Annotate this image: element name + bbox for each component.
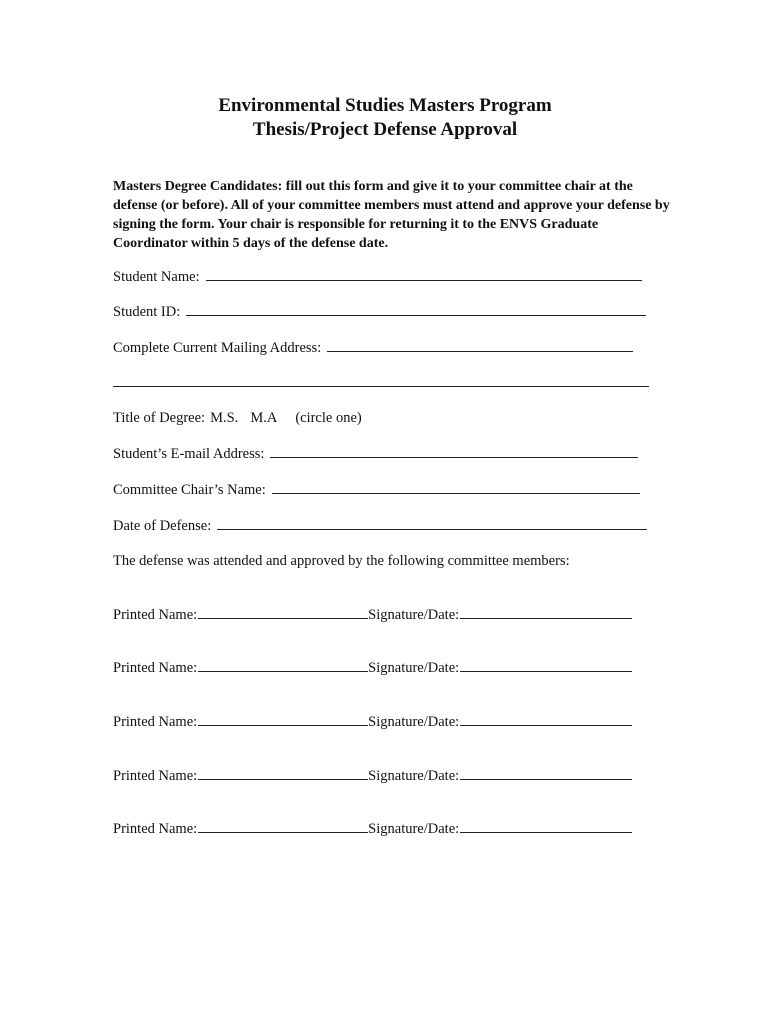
committee-row [113, 766, 632, 785]
committee-row [113, 712, 632, 731]
committee-statement: The defense was attended and approved by the following committee members: [113, 553, 570, 569]
printed-name-field[interactable] [198, 766, 368, 780]
form-subtitle: Thesis/Project Defense Approval [252, 119, 518, 140]
committee-row [113, 819, 632, 838]
defense-date-field[interactable] [217, 516, 647, 530]
printed-name-label: Printed Name: [113, 768, 198, 784]
signature-date-field[interactable] [460, 712, 632, 726]
student-id-label: Student ID: [113, 304, 181, 320]
student-name-field[interactable] [206, 267, 642, 281]
printed-name-label: Printed Name: [113, 821, 198, 837]
signature-date-field[interactable] [460, 658, 632, 672]
defense-date-row [113, 516, 647, 535]
signature-date-label: Signature/Date: [368, 768, 460, 784]
printed-name-label: Printed Name: [113, 607, 198, 623]
committee-row [113, 605, 632, 624]
signature-date-field[interactable] [460, 766, 632, 780]
student-name-label: Student Name: [113, 269, 200, 285]
student-id-row [113, 302, 646, 321]
defense-date-label: Date of Defense: [113, 518, 212, 534]
signature-date-field[interactable] [460, 819, 632, 833]
printed-name-field[interactable] [198, 819, 368, 833]
chair-name-row [113, 480, 640, 499]
signature-date-field[interactable] [460, 605, 632, 619]
student-id-field[interactable] [186, 302, 646, 316]
mailing-address-field[interactable] [327, 338, 633, 352]
mailing-address-label: Complete Current Mailing Address: [113, 340, 322, 356]
signature-date-label: Signature/Date: [368, 714, 460, 730]
signature-date-label: Signature/Date: [368, 660, 460, 676]
committee-row [113, 658, 632, 677]
printed-name-label: Printed Name: [113, 714, 198, 730]
degree-note: (circle one) [295, 410, 362, 426]
chair-name-field[interactable] [272, 480, 640, 494]
printed-name-label: Printed Name: [113, 660, 198, 676]
instructions-paragraph: Masters Degree Candidates: fill out this form and give it to your committee chair at the defense (or before). All of your committee members must attend and approve your defense by signing the form. Your chair is responsible for returning it to the ENVS Graduate Coordinator within 5 days of the defense date. [113, 179, 670, 251]
printed-name-field[interactable] [198, 712, 368, 726]
chair-name-label: Committee Chair’s Name: [113, 482, 266, 498]
degree-label: Title of Degree: [113, 410, 206, 426]
signature-date-label: Signature/Date: [368, 607, 460, 623]
degree-option-ms[interactable]: M.S. [210, 410, 239, 426]
degree-option-ma[interactable]: M.A [250, 410, 278, 426]
email-row [113, 444, 638, 463]
email-field[interactable] [270, 444, 638, 458]
signature-date-label: Signature/Date: [368, 821, 460, 837]
form-title: Environmental Studies Masters Program [218, 95, 552, 116]
mailing-address-field-line2[interactable] [113, 386, 649, 387]
email-label: Student’s E-mail Address: [113, 446, 265, 462]
printed-name-field[interactable] [198, 658, 368, 672]
mailing-address-row [113, 338, 633, 357]
degree-row [113, 409, 362, 427]
printed-name-field[interactable] [198, 605, 368, 619]
student-name-row [113, 267, 642, 286]
